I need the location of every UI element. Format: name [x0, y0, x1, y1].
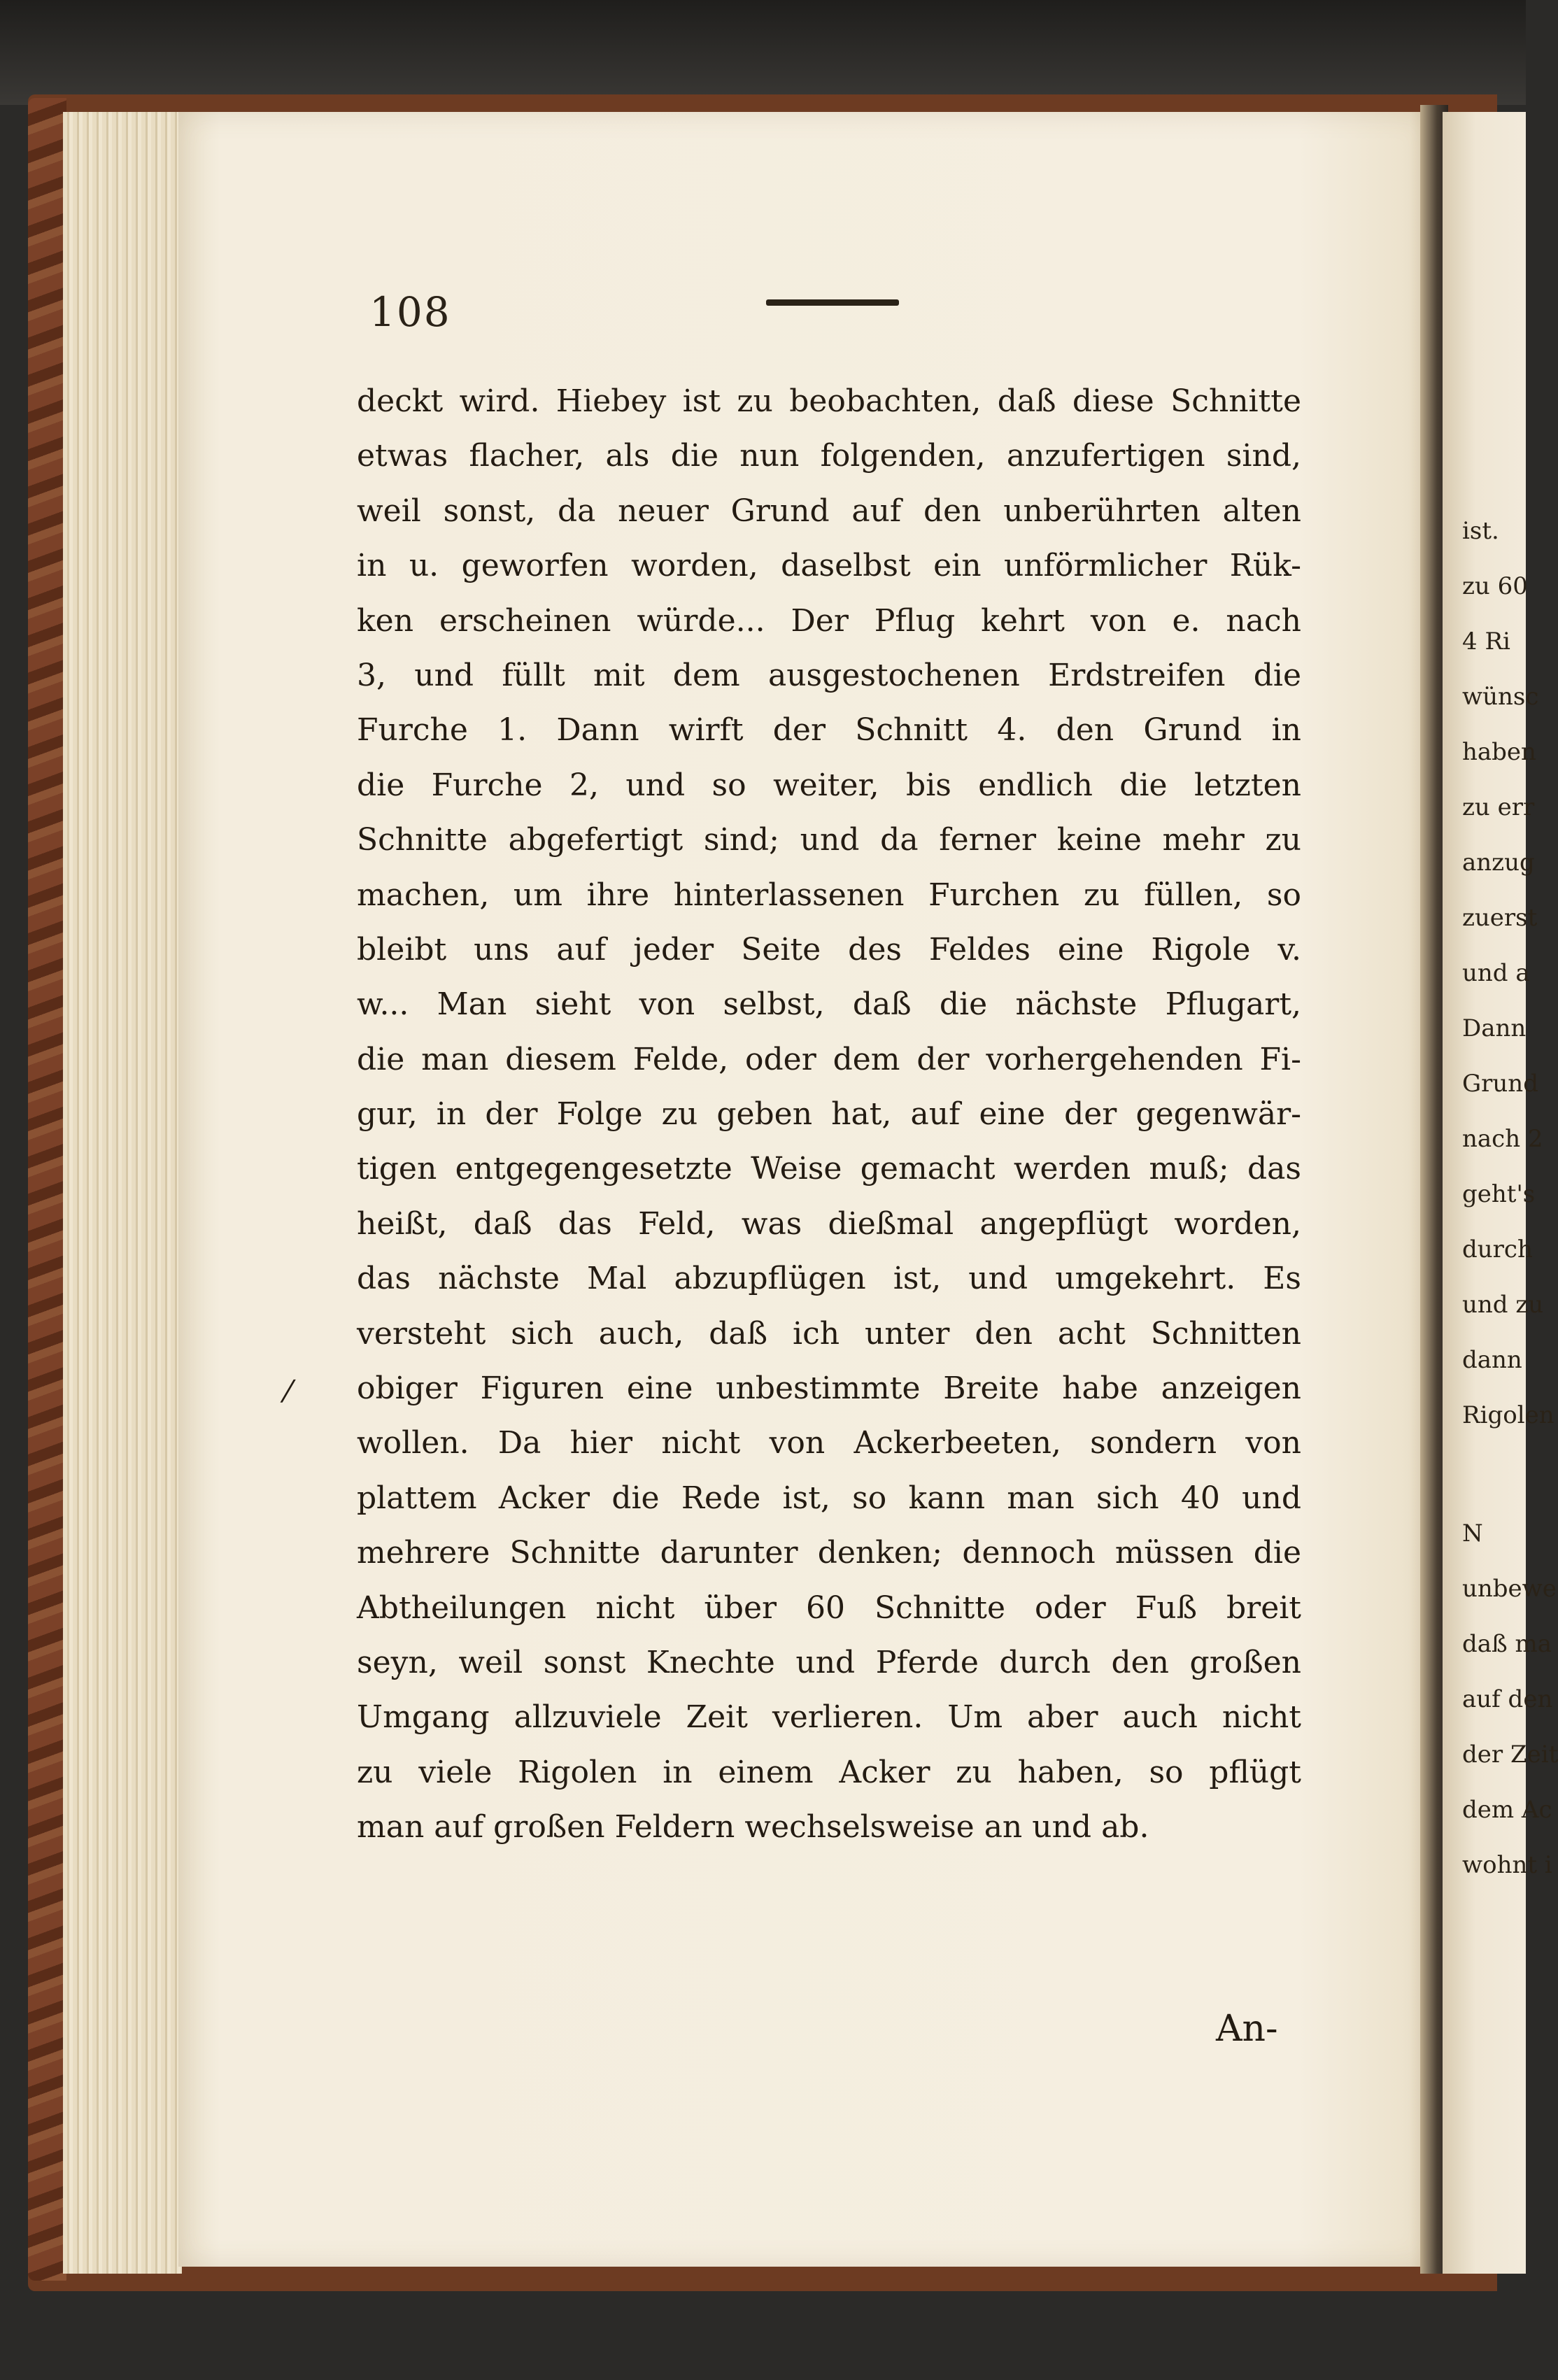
facing-text-line: haben [1462, 738, 1536, 766]
text-line: gur, in der Folge zu geben hat, auf eine der gegenwär- [357, 1096, 1301, 1133]
facing-text-line: daß ma [1462, 1630, 1552, 1658]
text-line: heißt, daß das Feld, was dießmal angepflügt worden, [357, 1205, 1301, 1242]
facing-text-line: auf den [1462, 1685, 1553, 1713]
facing-text-line: wohnt i [1462, 1851, 1552, 1879]
text-line: ken erscheinen würde... Der Pflug kehrt von e. nach [357, 602, 1301, 639]
facing-text-line: nach 2 [1462, 1125, 1543, 1153]
header-rule [766, 299, 899, 306]
text-line: die Furche 2, und so weiter, bis endlich die letzten [357, 767, 1301, 803]
text-line: Umgang allzuviele Zeit verlieren. Um aber auch nicht [357, 1699, 1301, 1736]
facing-text-line: ist. [1462, 517, 1499, 545]
text-line: bleibt uns auf jeder Seite des Feldes eine Rigole v. [357, 931, 1301, 968]
facing-text-line: anzug [1462, 849, 1535, 877]
leather-cover-edge [28, 98, 66, 2281]
facing-text-line: unbewe [1462, 1575, 1557, 1603]
text-line: in u. geworfen worden, daselbst ein unförmlicher Rük- [357, 548, 1301, 584]
text-line: obiger Figuren eine unbestimmte Breite habe anzeigen [357, 1370, 1301, 1407]
text-line: 3, und füllt mit dem ausgestochenen Erdstreifen die [357, 657, 1301, 693]
text-line: plattem Acker die Rede ist, so kann man sich 40 und [357, 1480, 1301, 1516]
facing-text-line: der Zeit [1462, 1741, 1558, 1769]
text-line: w... Man sieht von selbst, daß die nächste Pflugart, [357, 986, 1301, 1023]
facing-text-line: und zu [1462, 1291, 1544, 1319]
facing-text-line: zuerst [1462, 904, 1538, 932]
facing-text-line: wünsc [1462, 683, 1539, 711]
text-line: Furche 1. Dann wirft der Schnitt 4. den Grund in [357, 712, 1301, 749]
margin-mark: / [278, 1375, 297, 1407]
facing-text-line: zu err [1462, 793, 1535, 821]
text-line: mehrere Schnitte darunter denken; dennoch müssen die [357, 1535, 1301, 1571]
facing-page-text [1462, 504, 1558, 1893]
text-line: Abtheilungen nicht über 60 Schnitte oder Fuß breit [357, 1589, 1301, 1626]
facing-paragraph-gap [1462, 1443, 1526, 1506]
text-line: deckt wird. Hiebey ist zu beobachten, daß diese Schnitte [357, 383, 1301, 419]
page-body-text [357, 374, 1301, 1855]
background-top [0, 0, 1526, 105]
facing-text-line: N [1462, 1520, 1483, 1547]
text-line: etwas flacher, als die nun folgenden, anzufertigen sind, [357, 438, 1301, 474]
text-line: das nächste Mal abzupflügen ist, und umgekehrt. Es [357, 1261, 1301, 1297]
facing-text-line: durch [1462, 1235, 1533, 1263]
facing-text-line: Rigolen [1462, 1401, 1555, 1429]
text-line: die man diesem Felde, oder dem der vorhergehenden Fi- [357, 1041, 1301, 1077]
facing-text-line: Dann [1462, 1014, 1527, 1042]
facing-text-line: dem Ac [1462, 1796, 1552, 1824]
text-line: zu viele Rigolen in einem Acker zu haben, so pflügt [357, 1754, 1301, 1790]
text-line: man auf großen Feldern wechselsweise an und ab. [357, 1809, 1149, 1846]
text-line: machen, um ihre hinterlassenen Furchen zu füllen, so [357, 877, 1301, 913]
facing-text-line: 4 Ri [1462, 628, 1510, 656]
page-edges [63, 112, 182, 2274]
facing-text-line: geht's [1462, 1180, 1536, 1208]
text-line: wollen. Da hier nicht von Ackerbeeten, sondern von [357, 1425, 1301, 1461]
text-line: versteht sich auch, daß ich unter den acht Schnitten [357, 1315, 1301, 1352]
page-number: 108 [369, 288, 451, 336]
text-line: seyn, weil sonst Knechte und Pferde durch den großen [357, 1644, 1301, 1680]
text-line: tigen entgegengesetzte Weise gemacht werden muß; das [357, 1151, 1301, 1187]
facing-text-line: zu 60 [1462, 572, 1528, 600]
facing-text-line: dann [1462, 1346, 1522, 1374]
facing-text-line: Grund [1462, 1070, 1538, 1098]
text-line: Schnitte abgefertigt sind; und da ferner keine mehr zu [357, 822, 1301, 858]
facing-text-line: und a [1462, 959, 1530, 987]
catchword: An- [1216, 2008, 1278, 2050]
text-line: weil sonst, da neuer Grund auf den unberührten alten [357, 493, 1301, 529]
